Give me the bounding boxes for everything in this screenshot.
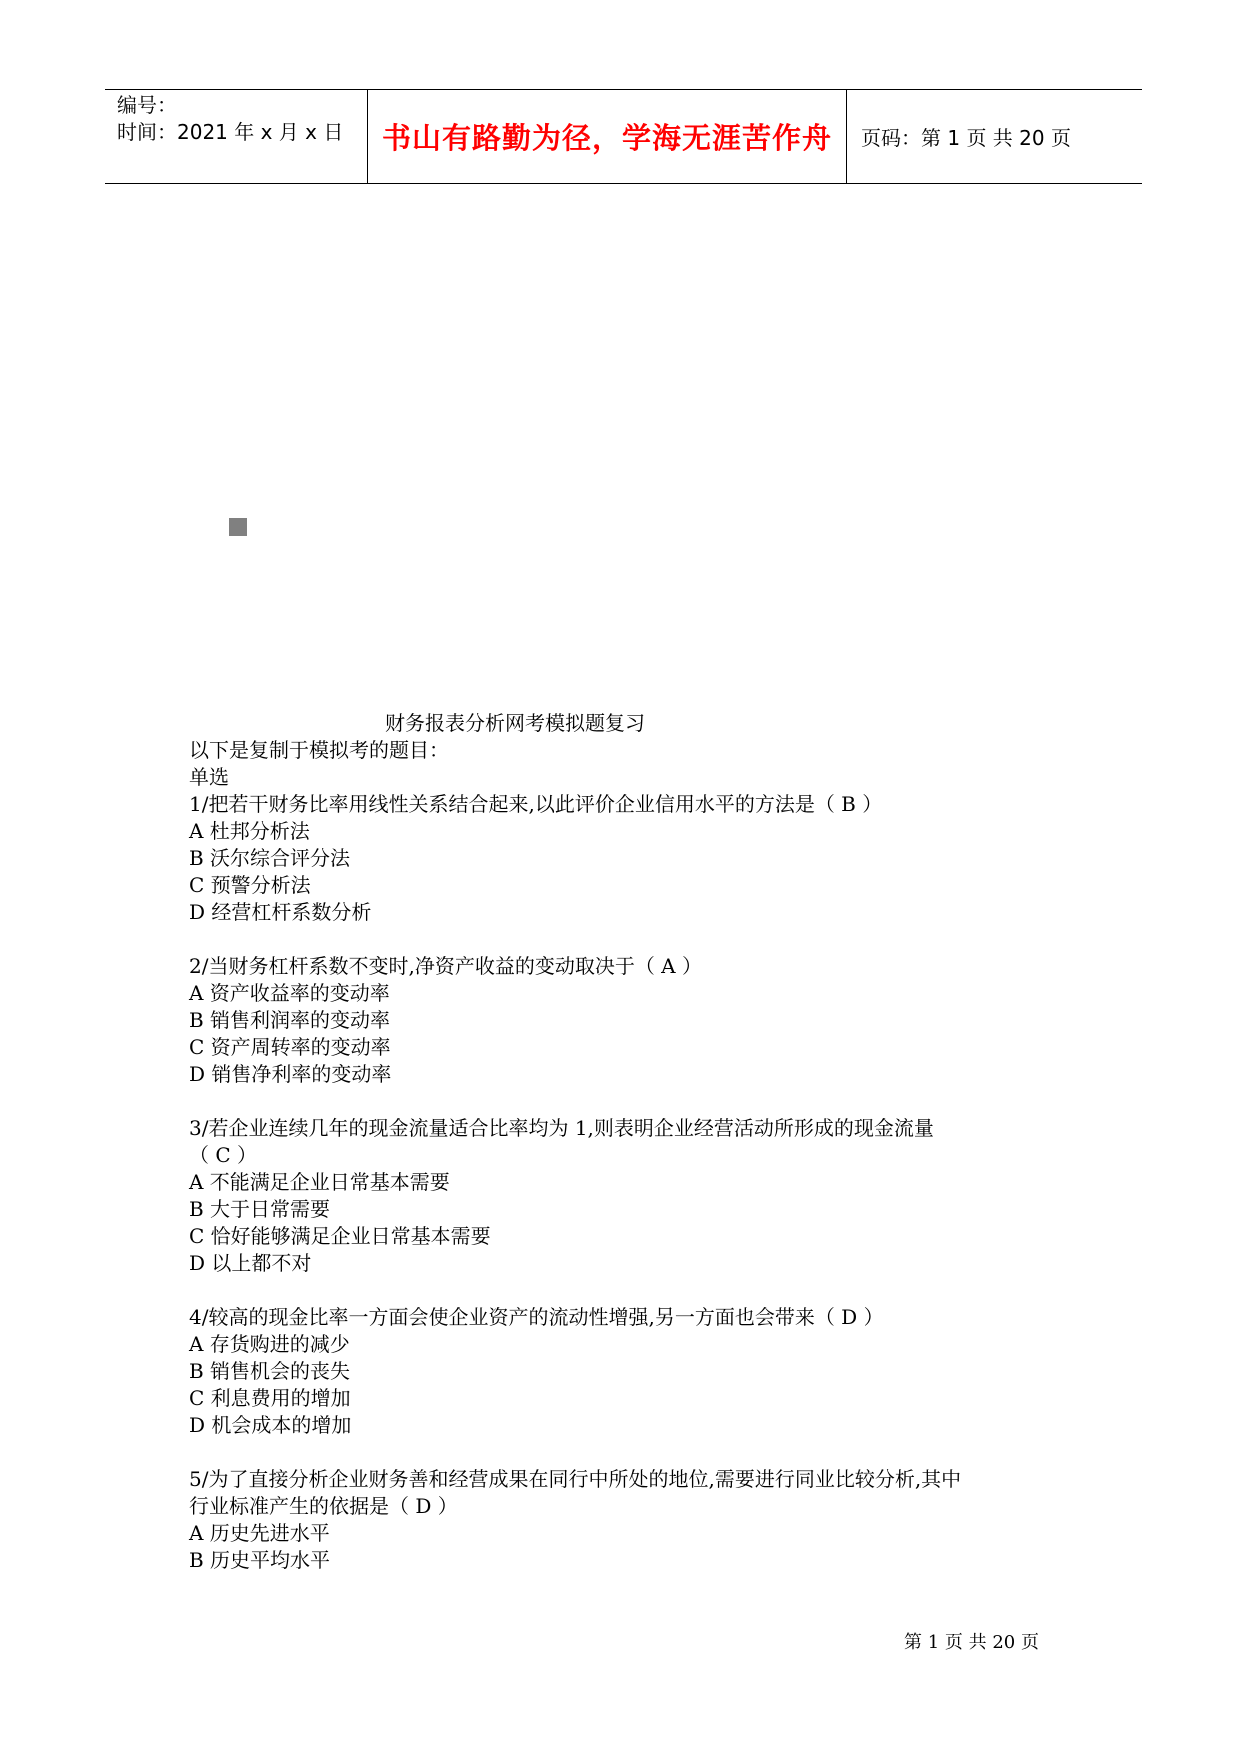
header-meta-cell: [105, 90, 368, 183]
option-d: D 机会成本的增加: [189, 1413, 352, 1437]
question-stem: 4/较高的现金比率一方面会使企业资产的流动性增强,另一方面也会带来（ D ）: [189, 1305, 884, 1329]
section-label: 单选: [189, 765, 229, 789]
question-stem-cont: （ C ）: [189, 1143, 258, 1167]
intro-text: 以下是复制于模拟考的题目：: [189, 738, 449, 762]
option-d: D 以上都不对: [189, 1251, 312, 1275]
option-d: D 销售净利率的变动率: [189, 1062, 392, 1086]
option-b: B 历史平均水平: [189, 1548, 331, 1572]
spacer: [189, 1088, 1069, 1115]
question-stem-cont: 行业标准产生的依据是（ D ）: [189, 1494, 458, 1518]
question-5: [189, 1466, 1069, 1574]
option-c: C 利息费用的增加: [189, 1386, 351, 1410]
option-a: A 资产收益率的变动率: [189, 981, 390, 1005]
page-header: [105, 89, 1142, 184]
motto-text: 书山有路勤为径，学海无涯苦作舟: [381, 121, 832, 155]
option-a: A 杜邦分析法: [189, 819, 310, 843]
question-1: [189, 791, 1069, 926]
question-stem: 5/为了直接分析企业财务善和经营成果在同行中所处的地位,需要进行同业比较分析,其中: [189, 1467, 962, 1491]
question-4: [189, 1304, 1069, 1439]
option-a: A 历史先进水平: [189, 1521, 330, 1545]
option-b: B 沃尔综合评分法: [189, 846, 351, 870]
page-footer: 第 1 页 共 20 页: [904, 1632, 1039, 1653]
header-motto-cell: [368, 90, 847, 183]
option-b: B 大于日常需要: [189, 1197, 331, 1221]
document-title: 财务报表分析网考模拟题复习: [385, 711, 645, 735]
spacer: [189, 1439, 1069, 1466]
question-2: [189, 953, 1069, 1088]
option-b: B 销售利润率的变动率: [189, 1008, 391, 1032]
time-label: 时间：2021 年 x 月 x 日: [117, 120, 344, 144]
question-stem: 1/把若干财务比率用线性关系结合起来,以此评价企业信用水平的方法是（ B ）: [189, 792, 883, 816]
number-label: 编号：: [117, 93, 177, 117]
option-c: C 恰好能够满足企业日常基本需要: [189, 1224, 491, 1248]
document-body: [189, 737, 1069, 1574]
option-a: A 存货购进的减少: [189, 1332, 350, 1356]
question-3: [189, 1115, 1069, 1277]
header-page-cell: [847, 90, 1142, 183]
option-c: C 资产周转率的变动率: [189, 1035, 391, 1059]
gray-square-marker: [229, 518, 247, 536]
spacer: [189, 926, 1069, 953]
question-stem: 2/当财务杠杆系数不变时,净资产收益的变动取决于（ A ）: [189, 954, 702, 978]
option-c: C 预警分析法: [189, 873, 311, 897]
option-a: A 不能满足企业日常基本需要: [189, 1170, 450, 1194]
option-b: B 销售机会的丧失: [189, 1359, 351, 1383]
question-stem: 3/若企业连续几年的现金流量适合比率均为 1,则表明企业经营活动所形成的现金流量: [189, 1116, 934, 1140]
option-d: D 经营杠杆系数分析: [189, 900, 372, 924]
spacer: [189, 1277, 1069, 1304]
page-code: 页码：第 1 页 共 20 页: [861, 126, 1071, 150]
